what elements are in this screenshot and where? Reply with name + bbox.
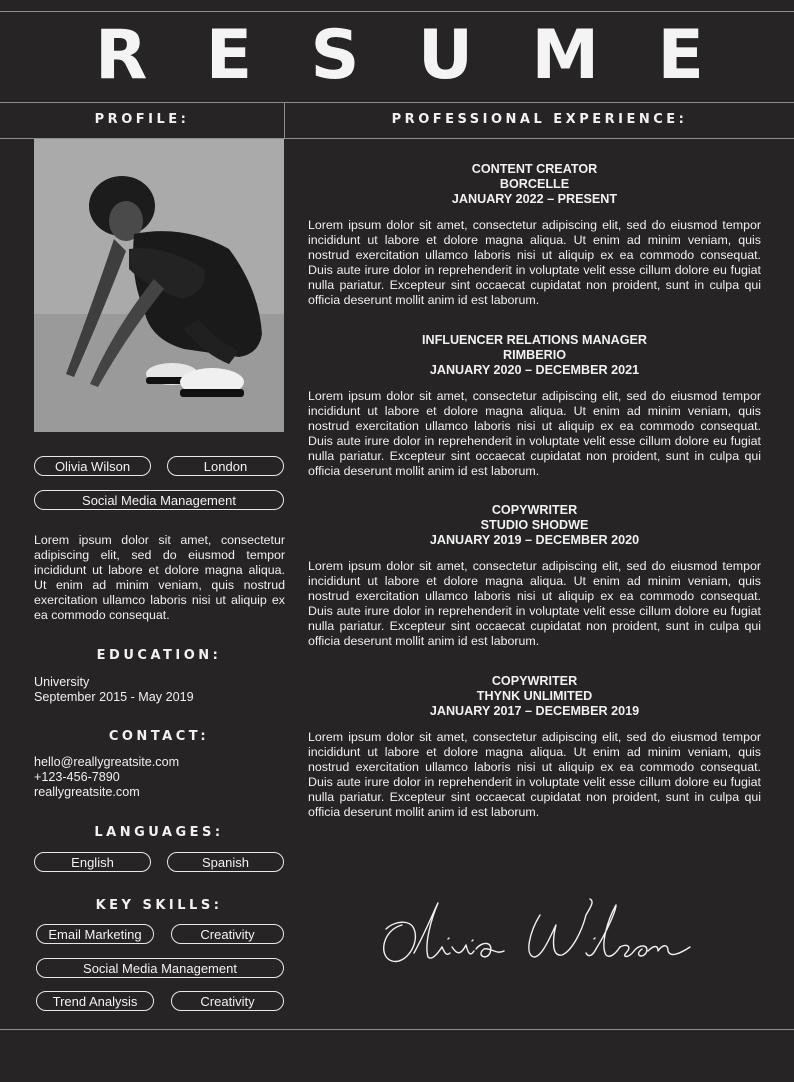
title-letter: E	[205, 16, 253, 95]
skill-pill: Creativity	[171, 924, 284, 944]
header-bottom-rule	[0, 102, 794, 103]
skill-pill: Social Media Management	[36, 958, 284, 978]
experience-label: PROFESSIONAL EXPERIENCE:	[391, 112, 688, 127]
job-description: Lorem ipsum dolor sit amet, consectetur adipiscing elit, sed do eiusmod tempor incididunt ut labore et dolore magna aliqua. Ut enim ad minim veniam, quis nostrud exercitation ullamco laboris nisi ut aliquip ex ea commodo consequat. Duis aute irure dolor in reprehenderit in voluptate velit esse cillum dolore eu fugiat nulla pariatur. Excepteur sint occaecat cupidatat non proident, sunt in culpa qui officia deserunt mollit anim id est laborum.	[308, 218, 761, 307]
job-dates: JANUARY 2019 – DECEMBER 2020	[429, 533, 640, 547]
job-title: CONTENT CREATOR	[471, 162, 598, 176]
education-dates: September 2015 - May 2019	[34, 690, 194, 704]
profile-summary: Lorem ipsum dolor sit amet, consectetur adipiscing elit, sed do eiusmod tempor incididunt ut labore et dolore magna aliqua. Ut enim ad minim veniam, quis nostrud exercitation ullamco laboris nisi ut aliquip ex ea commodo consequat.	[34, 533, 285, 622]
job-description: Lorem ipsum dolor sit amet, consectetur adipiscing elit, sed do eiusmod tempor incididunt ut labore et dolore magna aliqua. Ut enim ad minim veniam, quis nostrud exercitation ullamco laboris nisi ut aliquip ex ea commodo consequat. Duis aute irure dolor in reprehenderit in voluptate velit esse cillum dolore eu fugiat nulla pariatur. Excepteur sint occaecat cupidatat non proident, sunt in culpa qui officia deserunt mollit anim id est laborum.	[308, 559, 761, 648]
job-description: Lorem ipsum dolor sit amet, consectetur adipiscing elit, sed do eiusmod tempor incididunt ut labore et dolore magna aliqua. Ut enim ad minim veniam, quis nostrud exercitation ullamco laboris nisi ut aliquip ex ea commodo consequat. Duis aute irure dolor in reprehenderit in voluptate velit esse cillum dolore eu fugiat nulla pariatur. Excepteur sint occaecat cupidatat non proident, sunt in culpa qui officia deserunt mollit anim id est laborum.	[308, 730, 761, 819]
role-pill: Social Media Management	[34, 490, 284, 510]
education-label: EDUCATION:	[96, 648, 222, 663]
skill-pill: Creativity	[171, 991, 284, 1011]
person-photo-icon	[34, 139, 284, 432]
signature-icon	[372, 895, 702, 975]
job-title: INFLUENCER RELATIONS MANAGER	[421, 333, 648, 347]
language-pill: English	[34, 852, 151, 872]
language-pill: Spanish	[167, 852, 284, 872]
footer-rule	[0, 1029, 794, 1030]
title-letter: S	[310, 16, 360, 95]
contact-label: CONTACT:	[108, 729, 210, 744]
title-letter: U	[417, 16, 474, 95]
skill-pill: Email Marketing	[36, 924, 154, 944]
title-letter: E	[657, 16, 704, 95]
job-entry	[308, 674, 761, 820]
contact-phone[interactable]: +123-456-7890	[34, 770, 120, 784]
title-letter: R	[95, 16, 148, 95]
job-title: COPYWRITER	[491, 503, 578, 517]
location-pill: London	[167, 456, 284, 476]
languages-label: LANGUAGES:	[94, 825, 224, 840]
top-rule	[0, 11, 794, 12]
job-company: RIMBERIO	[503, 348, 566, 362]
job-title: COPYWRITER	[491, 674, 578, 688]
skill-pill: Trend Analysis	[36, 991, 154, 1011]
job-entry	[308, 162, 761, 308]
job-company: STUDIO SHODWE	[480, 518, 589, 532]
contact-email[interactable]: hello@reallygreatsite.com	[34, 755, 180, 769]
job-company: THYNK UNLIMITED	[476, 689, 593, 703]
profile-label: PROFILE:	[94, 112, 190, 127]
job-entry	[308, 333, 761, 479]
job-description: Lorem ipsum dolor sit amet, consectetur adipiscing elit, sed do eiusmod tempor incididunt ut labore et dolore magna aliqua. Ut enim ad minim veniam, quis nostrud exercitation ullamco laboris nisi ut aliquip ex ea commodo consequat. Duis aute irure dolor in reprehenderit in voluptate velit esse cillum dolore eu fugiat nulla pariatur. Excepteur sint occaecat cupidatat non proident, sunt in culpa qui officia deserunt mollit anim id est laborum.	[308, 389, 761, 478]
education-school: University	[34, 675, 90, 689]
job-dates: JANUARY 2017 – DECEMBER 2019	[429, 704, 640, 718]
profile-photo	[34, 139, 284, 432]
job-company: BORCELLE	[499, 177, 570, 191]
job-entry	[308, 503, 761, 649]
resume-title	[0, 16, 794, 96]
name-pill: Olivia Wilson	[34, 456, 151, 476]
signature	[372, 895, 702, 975]
title-letter: M	[531, 16, 600, 95]
skills-label: KEY SKILLS:	[95, 898, 223, 913]
job-dates: JANUARY 2022 – PRESENT	[451, 192, 618, 206]
job-dates: JANUARY 2020 – DECEMBER 2021	[429, 363, 640, 377]
contact-website[interactable]: reallygreatsite.com	[34, 785, 140, 799]
